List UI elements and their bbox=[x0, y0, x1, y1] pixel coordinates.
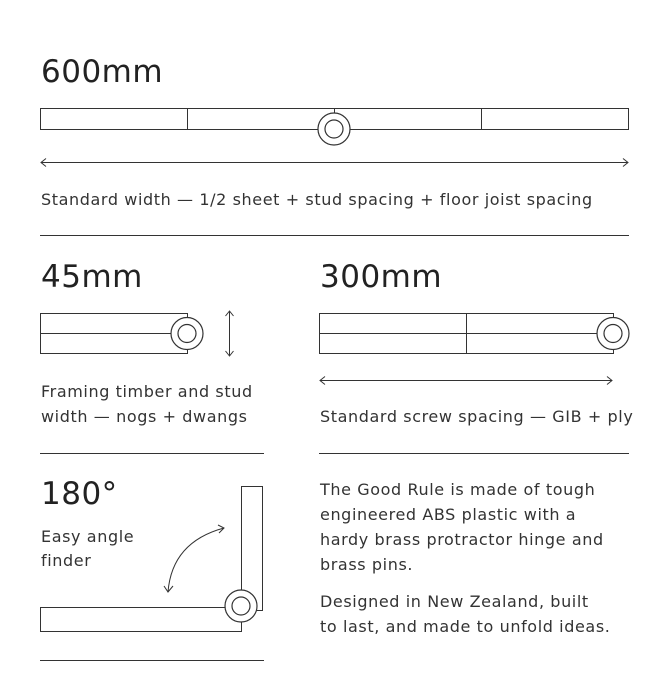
hinge-icon bbox=[171, 318, 203, 350]
description-line: Designed in New Zealand, built bbox=[320, 592, 589, 611]
description-line: brass pins. bbox=[320, 555, 414, 574]
caption-45mm-line2: width — nogs + dwangs bbox=[41, 407, 248, 426]
ruler-45mm-illustration bbox=[0, 300, 300, 370]
caption-300mm: Standard screw spacing — GIB + ply bbox=[320, 407, 634, 426]
description-line: to last, and made to unfold ideas. bbox=[320, 617, 611, 636]
heading-45mm: 45mm bbox=[41, 259, 143, 295]
description-paragraph-2 bbox=[320, 589, 610, 639]
heading-600mm: 600mm bbox=[41, 54, 164, 90]
divider bbox=[40, 235, 629, 236]
divider bbox=[319, 453, 629, 454]
heading-300mm: 300mm bbox=[320, 259, 443, 295]
description-line: engineered ABS plastic with a bbox=[320, 505, 577, 524]
ruler-180-illustration bbox=[0, 480, 300, 650]
double-arrow-icon bbox=[41, 159, 628, 167]
heading-180-degrees: 180° bbox=[41, 476, 118, 512]
double-arrow-icon bbox=[226, 311, 234, 356]
caption-180-line2: finder bbox=[41, 551, 92, 570]
hinge-icon bbox=[225, 590, 257, 622]
ruler-600mm-illustration bbox=[0, 0, 658, 180]
description-line: hardy brass protractor hinge and bbox=[320, 530, 604, 549]
ruler-300mm-illustration bbox=[300, 300, 658, 390]
hinge-icon bbox=[318, 113, 350, 145]
double-arrow-icon bbox=[320, 377, 612, 385]
hinge-icon bbox=[597, 318, 629, 350]
curved-arrow-icon bbox=[164, 525, 224, 592]
divider bbox=[40, 660, 264, 661]
description-line: The Good Rule is made of tough bbox=[320, 480, 596, 499]
caption-180-line1: Easy angle bbox=[41, 527, 135, 546]
description-paragraph-1 bbox=[320, 477, 604, 577]
divider bbox=[40, 453, 264, 454]
caption-600mm: Standard width — 1/2 sheet + stud spacing + floor joist spacing bbox=[41, 190, 593, 209]
caption-45mm-line1: Framing timber and stud bbox=[41, 382, 253, 401]
